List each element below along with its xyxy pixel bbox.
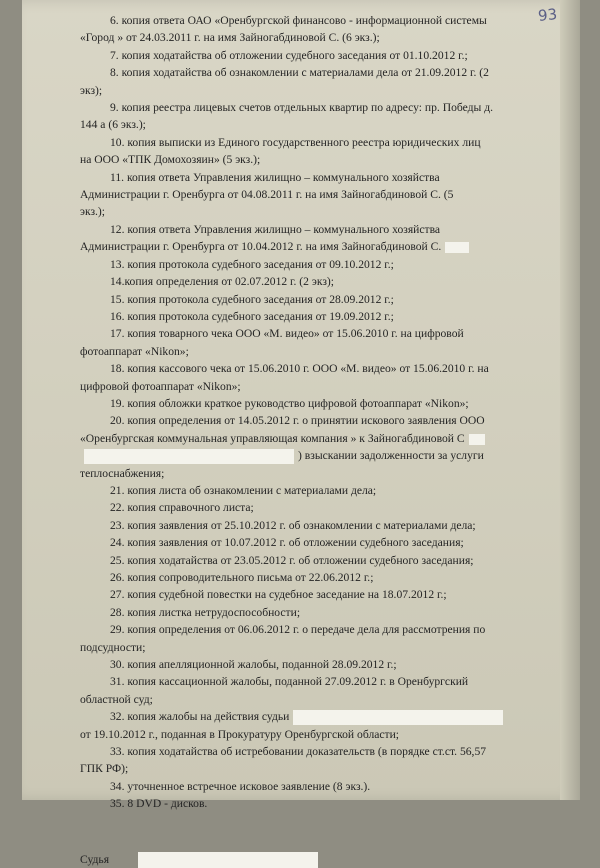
list-item — [80, 482, 540, 499]
list-item-line: ГПК РФ); — [80, 762, 129, 776]
list-item — [80, 534, 540, 551]
list-item-line: 15. копия протокола судебного заседания от 28.09.2012 г.; — [110, 292, 394, 306]
list-item — [80, 273, 540, 290]
list-item-line: 24. копия заявления от 10.07.2012 г. об отложении судебного заседания; — [110, 536, 464, 550]
list-item-line: 17. копия товарного чека ООО «М. видео» от 15.06.2010 г. на цифровой — [110, 327, 464, 341]
list-item — [80, 412, 540, 482]
page-edge-shadow — [560, 0, 580, 800]
list-item — [80, 743, 540, 778]
list-item-line: фотоаппарат «Nikon»; — [80, 344, 189, 358]
list-item-line: 22. копия справочного листа; — [110, 501, 254, 515]
judge-signature-line — [80, 851, 540, 868]
list-item — [80, 778, 540, 795]
list-item-line: 12. копия ответа Управления жилищно – коммунального хозяйства — [110, 222, 441, 236]
list-item-line: 6. копия ответа ОАО «Оренбургской финансово - информационной системы — [110, 14, 487, 27]
list-item — [80, 517, 540, 534]
list-item-line: от 19.10.2012 г., поданная в Прокуратуру Оренбургской области; — [80, 727, 400, 741]
list-item — [80, 586, 540, 603]
document-page — [22, 0, 580, 866]
list-item-line: экз.); — [80, 205, 106, 219]
list-item-line: подсудности; — [80, 640, 146, 654]
redaction-box — [84, 449, 294, 464]
attachments-list — [80, 12, 540, 813]
list-item-line: «Город » от 24.03.2011 г. на имя Зайногабдиновой С. (6 экз.); — [80, 31, 380, 45]
list-item-line: 16. копия протокола судебного заседания от 19.09.2012 г.; — [110, 309, 394, 323]
document-body — [80, 12, 540, 868]
list-item-line: областной суд; — [80, 692, 153, 706]
redaction-box — [445, 242, 469, 253]
list-item-line: Администрации г. Оренбурга от 10.04.2012 г. на имя Зайногабдиновой С. — [80, 238, 540, 255]
list-item-line: ) взыскании задолженности за услуги — [80, 447, 540, 464]
list-item-line: «Оренбургская коммунальная управляющая компания » к Зайногабдиновой С — [80, 430, 540, 447]
list-item — [80, 134, 540, 169]
list-item-line: 9. копия реестра лицевых счетов отдельных квартир по адресу: пр. Победы д. — [110, 101, 494, 115]
list-item-line: 144 а (6 экз.); — [80, 118, 146, 132]
list-item-line: 35. 8 DVD - дисков. — [110, 797, 208, 811]
list-item-line: 33. копия ходатайства об истребовании доказательств (в порядке ст.ст. 56,57 — [110, 745, 487, 759]
list-item-line: 13. копия протокола судебного заседания от 09.10.2012 г.; — [110, 257, 394, 271]
list-item-line: 31. копия кассационной жалобы, поданной 27.09.2012 г. в Оренбургский — [110, 675, 469, 689]
list-item — [80, 99, 540, 134]
list-item-line: 11. копия ответа Управления жилищно – коммунального хозяйства — [110, 170, 440, 184]
list-item — [80, 395, 540, 412]
list-item — [80, 499, 540, 516]
list-item-line: 23. копия заявления от 25.10.2012 г. об ознакомлении с материалами дела; — [110, 518, 476, 532]
list-item — [80, 308, 540, 325]
list-item — [80, 552, 540, 569]
list-item — [80, 708, 540, 743]
handwritten-page-number: 93 — [537, 5, 558, 25]
list-item — [80, 64, 540, 99]
list-item-line: 14.копия определения от 02.07.2012 г. (2 экз); — [110, 275, 334, 289]
list-item-line: экз); — [80, 83, 103, 97]
list-item — [80, 621, 540, 656]
list-item — [80, 604, 540, 621]
list-item-line: 32. копия жалобы на действия судьи — [110, 710, 507, 723]
list-item-line: 26. копия сопроводительного письма от 22.06.2012 г.; — [110, 571, 374, 584]
list-item-line: цифровой фотоаппарат «Nikon»; — [80, 379, 241, 393]
list-item-line: 20. копия определения от 14.05.2012 г. о принятии искового заявления ООО — [110, 414, 485, 428]
redaction-box — [293, 710, 503, 725]
list-item-line: 27. копия судебной повестки на судебное заседание на 18.07.2012 г.; — [110, 588, 447, 602]
list-item — [80, 169, 540, 221]
list-item-line: теплоснабжения; — [80, 466, 165, 480]
list-item-line: 21. копия листа об ознакомлении с материалами дела; — [110, 483, 377, 497]
list-item-line: 34. уточненное встречное исковое заявление (8 экз.). — [110, 779, 371, 793]
list-item-line: Администрации г. Оренбурга от 04.08.2011 г. на имя Зайногабдиновой С. (5 — [80, 188, 454, 202]
list-item-line: 19. копия обложки краткое руководство цифровой фотоаппарат «Nikon»; — [110, 396, 469, 410]
redaction-box — [469, 434, 485, 445]
list-item-line: 29. копия определения от 06.06.2012 г. о передаче дела для рассмотрения по — [110, 623, 486, 637]
list-item — [80, 569, 540, 586]
list-item — [80, 12, 540, 47]
list-item-line: 30. копия апелляционной жалобы, поданной 28.09.2012 г.; — [110, 658, 397, 672]
list-item — [80, 47, 540, 64]
list-item-line: 10. копия выписки из Единого государственного реестра юридических лиц — [110, 135, 481, 149]
redaction-box — [138, 852, 318, 868]
list-item-line: 7. копия ходатайства об отложении судебного заседания от 01.10.2012 г.; — [110, 48, 468, 62]
list-item-line: 25. копия ходатайства от 23.05.2012 г. об отложении судебного заседания; — [110, 553, 474, 567]
list-item — [80, 656, 540, 673]
list-item-line: 18. копия кассового чека от 15.06.2010 г. ООО «М. видео» от 15.06.2010 г. на — [110, 362, 489, 376]
judge-label: Судья — [80, 852, 110, 866]
list-item — [80, 256, 540, 273]
list-item — [80, 291, 540, 308]
list-item — [80, 360, 540, 395]
list-item — [80, 325, 540, 360]
list-item-line: 8. копия ходатайства об ознакомлении с материалами дела от 21.09.2012 г. (2 — [110, 66, 489, 80]
list-item — [80, 795, 540, 812]
list-item-line: на ООО «ТПК Домохозяин» (5 экз.); — [80, 153, 261, 167]
list-item-line: 28. копия листка нетрудоспособности; — [110, 605, 301, 619]
list-item — [80, 673, 540, 708]
list-item — [80, 221, 540, 256]
